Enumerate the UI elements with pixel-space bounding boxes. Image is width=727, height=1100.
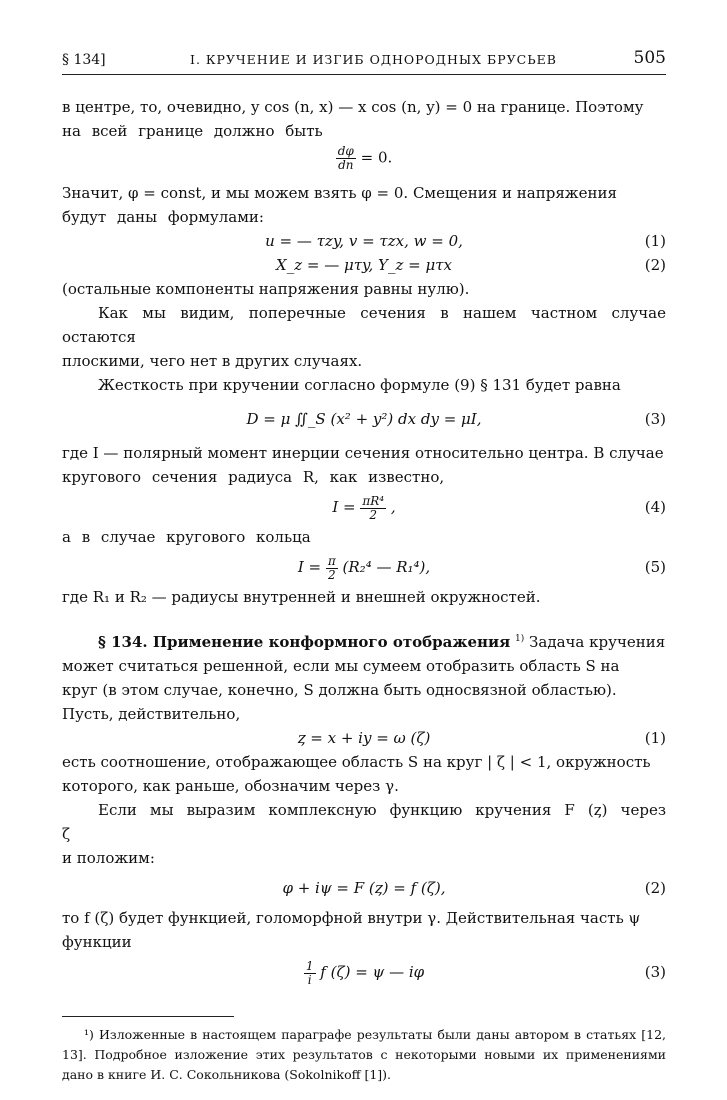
equation-number: (1) <box>644 729 666 747</box>
fraction <box>336 145 356 172</box>
equation-rest: , <box>390 498 396 516</box>
paragraph-line: которого, как раньше, обозначим через γ. <box>62 777 399 795</box>
paragraph-line: круг (в этом случае, конечно, S должна быть односвязной областью). <box>62 681 617 699</box>
paragraph-line: где R₁ и R₂ — радиусы внутренней и внешней окружностей. <box>62 588 541 606</box>
paragraph-line: плоскими, чего нет в других случаях. <box>62 352 363 370</box>
equation-2-stresses <box>62 253 666 277</box>
equation-number: (1) <box>644 232 666 250</box>
paragraph-line: Как мы видим, поперечные сечения в нашем частном случае остаются <box>62 304 666 346</box>
equation-rest: (R₂⁴ — R₁⁴), <box>342 558 431 576</box>
equation-text: φ + iψ = F (ȥ) = f (ζ), <box>282 879 446 897</box>
fraction-denominator: dn <box>338 158 354 172</box>
paragraph-line: в центре, то, очевидно, y cos (n, x) — x cos (n, y) = 0 на границе. Поэтому <box>62 98 644 116</box>
header-chapter-title: I. КРУЧЕНИЕ И ИЗГИБ ОДНОРОДНЫХ БРУСЬЕВ <box>190 52 557 67</box>
equation-section-1-mapping <box>62 726 666 750</box>
equation-text: u = — τzy, v = τzx, w = 0, <box>265 232 463 250</box>
paragraph-text: Задача кручения <box>529 633 666 651</box>
paragraph-line: Значит, φ = const, и мы можем взять φ = 0. Смещения и напряжения <box>62 184 617 202</box>
equation-text: D = μ ∬_S (x² + y²) dx dy = μI, <box>246 410 482 428</box>
footnote-text: Изложенные в настоящем параграфе результаты были даны автором в статьях [12, 13]. Подробное изложение этих результатов с некоторыми новыми их применениями дано в книге И. С. Сокольникова (Sokolnikoff [1]). <box>62 1027 666 1082</box>
paragraph-line: на всей границе должно быть <box>62 122 323 140</box>
fraction-numerator: dφ <box>337 144 354 158</box>
section-heading-line <box>62 627 666 654</box>
fraction-denominator: 2 <box>369 507 378 522</box>
paragraph-line: функции <box>62 933 132 951</box>
fraction <box>304 960 316 987</box>
fraction-denominator: i <box>307 972 312 987</box>
paragraph-line: а в случае кругового кольца <box>62 528 311 546</box>
fraction <box>326 555 338 582</box>
equation-number: (4) <box>644 498 666 516</box>
running-header <box>62 48 666 74</box>
equation-4-circle-inertia <box>62 489 666 525</box>
equation-number: (2) <box>644 256 666 274</box>
fraction-numerator: 1 <box>305 958 314 973</box>
equation-section-2-torsion-function <box>62 870 666 906</box>
equation-number: (3) <box>644 963 666 981</box>
equation-dphi-dn <box>62 145 666 181</box>
paragraph-line: есть соотношение, отображающее область S на круг | ζ | < 1, окружность <box>62 753 651 771</box>
footnote-mark: ¹) <box>84 1027 94 1042</box>
page <box>62 48 666 1098</box>
equation-5-ring-inertia <box>62 549 666 585</box>
fraction-numerator: πR⁴ <box>362 493 385 508</box>
paragraph-line: будут даны формулами: <box>62 208 264 226</box>
equation-rest: f (ζ) = ψ — iφ <box>320 963 425 981</box>
footnote-rule <box>62 1016 234 1017</box>
equation-number: (5) <box>644 558 666 576</box>
paragraph-line: (остальные компоненты напряжения равны нулю). <box>62 280 470 298</box>
equation-text: X_z = — μτy, Y_z = μτx <box>276 256 452 274</box>
paragraph-line: может считаться решенной, если мы сумеем отобразить область S на <box>62 657 620 675</box>
footnote-reference[interactable]: 1) <box>515 634 525 644</box>
paragraph-line: где I — полярный момент инерции сечения относительно центра. В случае <box>62 444 664 462</box>
equation-section-3-real-part <box>62 954 666 990</box>
equation-rest: = 0. <box>360 148 393 167</box>
equation-number: (2) <box>644 879 666 897</box>
paragraph-line: и положим: <box>62 849 155 867</box>
equation-1-displacements <box>62 229 666 253</box>
footnote <box>62 1025 666 1085</box>
equation-3-rigidity <box>62 397 666 441</box>
page-number: 505 <box>633 48 666 68</box>
equation-lhs: I = <box>332 498 356 516</box>
paragraph-line: кругового сечения радиуса R, как известно, <box>62 468 445 486</box>
paragraph-line: Пусть, действительно, <box>62 705 241 723</box>
header-section-ref: § 134] <box>62 52 106 68</box>
fraction-denominator: 2 <box>327 567 336 582</box>
paragraph-line: Если мы выразим комплексную функцию кручения F (ȥ) через ζ <box>62 801 666 843</box>
paragraph-line: то f (ζ) будет функцией, голоморфной внутри γ. Действительная часть ψ <box>62 909 641 927</box>
paragraph-line: Жесткость при кручении согласно формуле (9) § 131 будет равна <box>98 376 621 394</box>
equation-text: ȥ = x + iy = ω (ζ) <box>297 729 431 747</box>
equation-lhs: I = <box>297 558 322 576</box>
equation-number: (3) <box>644 410 666 428</box>
section-title: § 134. Применение конформного отображения <box>98 633 511 651</box>
fraction-numerator: π <box>327 553 336 568</box>
fraction <box>360 495 386 522</box>
